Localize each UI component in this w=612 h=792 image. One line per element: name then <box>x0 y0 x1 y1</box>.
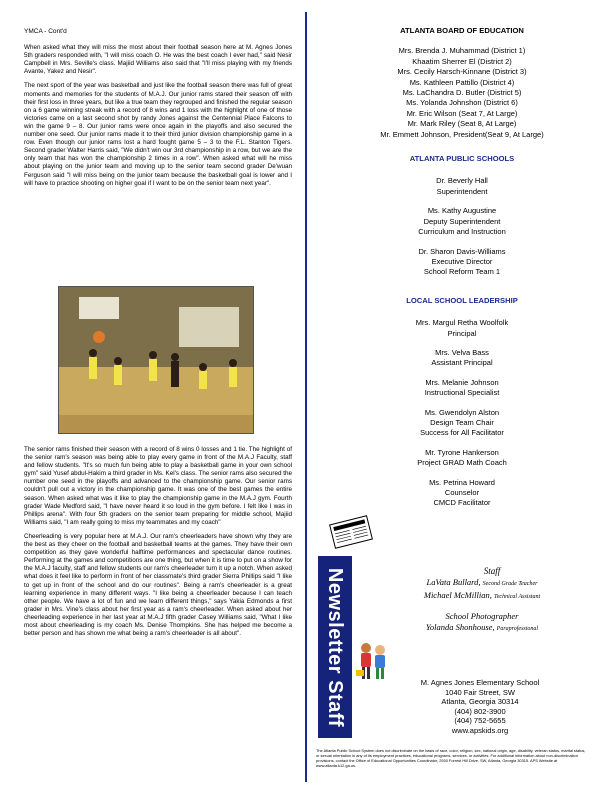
gym-scene-image <box>59 287 254 434</box>
school-phone: (404) 802-3900 <box>454 706 506 716</box>
board-member: Mr. Eric Wilson (Seat 7, At Large) <box>406 108 518 118</box>
article-paragraph: When asked what they will miss the most about their football season here at M. Agnes Jones 5th graders responded with, "I will miss coach O. He was the best coach I ever had," said Nesir Campbell in Mrs. Seville's class. Majiid Williams also said that "I'll miss playing with my friends Avante, Yakez and Nesir". <box>24 44 292 76</box>
person-role: Deputy Superintendent <box>423 216 501 226</box>
article-paragraph: The senior rams finished their season with a record of 8 wins 0 losses and 1 tie. The highlight of the senior ram's season was being able to play every game in front of the M.A.J Faculty, staff and fellow students. "It's so much fun being able to play a basketball game in your own school gym" said Yusef abdul-Hakim a third grader in Ms. Kel's class. The senior rams also secured the number one seed in the playoffs and advanced to the championship game. Our senior rams couldn't pull out a victory in the championship game. It was one of the best games the entire season. When asked what was it like to play the championship game in the M.A.J gym. Fourth grader Wade Medford said, "I have never heard it so loud in the gym before. I felt like I was in Phillips arena". With four 5th graders on the senior team preparing for middle school, Majiid Williams said, "I am really going to miss my teammates and my coach" <box>24 446 292 526</box>
person-role: Curriculum and Instruction <box>418 227 506 237</box>
person-role: Success for All Facilitator <box>420 428 504 438</box>
staff-name: Yolanda Shonhouse, <box>425 622 495 632</box>
person-name: Mrs. Melanie Johnson <box>425 377 499 387</box>
staff-section <box>340 566 584 635</box>
person-name: Mrs. Margul Retha Woolfolk <box>415 318 509 328</box>
local-person <box>340 318 584 339</box>
aps-title: ATLANTA PUBLIC SCHOOLS <box>409 154 515 164</box>
aps-person <box>340 247 584 278</box>
person-name: Ms. Gwendolyn Alston <box>424 407 500 417</box>
person-role: CMCD Facilitator <box>433 498 491 508</box>
column-divider <box>305 12 307 782</box>
person-name: Ms. Kathy Augustine <box>427 206 497 216</box>
board-title: ATLANTA BOARD OF EDUCATION <box>400 26 524 35</box>
board-member: Khaatim Sherrer El (District 2) <box>412 56 512 66</box>
article-paragraph: Cheerleading is very popular here at M.A.J. Our ram's cheerleaders have shown why they are the best as they cheer on the football and basketball teams at the games. They have their own competition as they gave wonderful halftime performances and spectacular dance routines. Performing at the games and competitions are one thing, but when it is time to put on a show for the M.A.J faculty, staff and fellow students our ram's cheerleader turn it up a notch. When asked what does it feel like to perform in front of her classmate's third grader Sierra Phillips said "I like to get up in front of the school and do our routines". Being a ram's cheerleader is a great learning experience in many different ways. "I like being a cheerleader because I can teach other people. We have a lot of fun and we learn different things," says Yakia Edmonds a first grader in Mrs. Vine's class about her first year as a ram's cheerleader. When asked about her cheerleading experience in her last year at M.A.J fifth grader Casey Williams said, "What I like most about cheerleading is my coach Ms. Denise Thompkins. She has helped me become a better person and has shown me what being a ram's cheerleader is all about". <box>24 532 292 638</box>
board-member: Mrs. Cecily Harsch-Kinnane (District 3) <box>397 67 527 77</box>
person-role: School Reform Team 1 <box>423 267 501 277</box>
local-title: LOCAL SCHOOL LEADERSHIP <box>406 295 518 305</box>
local-person <box>340 348 584 369</box>
sidebar <box>340 26 584 518</box>
person-role: Superintendent <box>436 186 488 196</box>
person-name: Ms. Petrina Howard <box>429 477 495 487</box>
staff-role: Second Grade Teacher <box>482 581 538 587</box>
aps-person <box>340 176 584 197</box>
person-role: Instructional Specialist <box>424 388 500 398</box>
article-paragraph: The next sport of the year was basketball and just like the football season there was full of great moments and memories for the students of M.A.J. Our junior rams stared their season off with their first loss in three years, but like a true team they regrouped and finished the regular season on a 6 game winning streak with a record of 8 wins and 1 loss with the highlight of one of those victories came on a last second shot by randy Jones against the Centennial Place Falcons to win the game 9 – 8. Our junior rams were once again in the playoffs and also secured the number one seed. Our junior rams made it to their third junior division championship game in a row. Even though our junior rams lost a hard fought game 5 – 3 to the F.L. Stanton Tigers. Second grader Walter Harris said, "We didn't win our 3rd championship in a row, but we are the only team that has won the championship 2 times in a row". When asked what will he miss about playing on the junior team and moving up to the senior team second grader De'wuan Ferguson said "I will miss being on the junior team because the basketball goal is lower and I will have to practice shooting on higher goal if I want to be on the senior team next year". <box>24 82 292 187</box>
person-name: Dr. Sharon Davis-Williams <box>418 246 506 256</box>
non-discrimination-notice: The Atlanta Public School System does not discriminate on the basis of race, color, religion, sex, national origin, age, disability, veteran status, marital status, or sexual orientation in any of its employment practices, educational programs, services, or activities. For additional information about non-discrimination provisions, contact the Office of Educational Opportunities Coordinator, 2930 Forrest Hill Drive, SW, Atlanta, Georgia 30315. APS Website at www.atlanta.k12.ga.us. <box>316 748 586 768</box>
person-role: Design Team Chair <box>430 417 494 427</box>
local-person <box>340 448 584 469</box>
local-person <box>340 378 584 399</box>
person-role: Principal <box>447 328 477 338</box>
school-contact <box>380 678 580 736</box>
left-article-continued <box>24 446 292 644</box>
staff-member <box>380 590 584 603</box>
basketball-photo <box>58 286 254 434</box>
staff-name: Michael McMillian, <box>423 590 492 600</box>
person-name: Mr. Tyrone Hankerson <box>425 447 499 457</box>
board-member: Ms. Kathleen Pattillo (District 4) <box>409 77 515 87</box>
school-website-link[interactable]: www.apskids.org <box>451 725 509 735</box>
person-role: Project GRAD Math Coach <box>417 458 507 468</box>
local-person <box>340 478 584 509</box>
newspaper-icon <box>328 512 374 552</box>
staff-title: Staff <box>483 566 501 576</box>
board-member: Ms. Yolanda Johnshon (District 6) <box>406 98 518 108</box>
person-role: Counselor <box>444 488 480 497</box>
continued-label: YMCA - Cont'd <box>24 28 67 35</box>
staff-name: LaVata Bullard, <box>426 577 481 587</box>
aps-person <box>340 206 584 237</box>
school-street: 1040 Fair Street, SW <box>444 687 516 697</box>
staff-role: Technical Assistant <box>493 594 541 600</box>
person-name: Mrs. Velva Bass <box>435 347 489 357</box>
board-member: Mr. Mark Riley (Seat 8, At Large) <box>407 119 517 129</box>
person-role: Executive Director <box>431 256 493 266</box>
board-member: Mrs. Brenda J. Muhammad (District 1) <box>398 46 526 56</box>
school-city: Atlanta, Georgia 30314 <box>441 697 519 707</box>
staff-role: Paraprofessional <box>496 626 539 632</box>
person-role: Assistant Principal <box>431 358 493 368</box>
school-phone: (404) 752-5655 <box>454 716 506 726</box>
board-member: Mr. Emmett Johnson, President(Seat 9, At Large) <box>380 129 544 139</box>
board-member: Ms. LaChandra D. Butler (District 5) <box>402 88 522 98</box>
board-list <box>340 46 584 140</box>
school-name: M. Agnes Jones Elementary School <box>420 678 540 687</box>
photographer-title: School Photographer <box>445 611 519 621</box>
staff-member <box>380 577 584 590</box>
local-person <box>340 408 584 439</box>
staff-member <box>380 622 584 635</box>
left-article <box>24 28 292 194</box>
person-name: Dr. Beverly Hall <box>436 176 488 186</box>
banner-text: Newsletter Staff <box>324 567 347 727</box>
